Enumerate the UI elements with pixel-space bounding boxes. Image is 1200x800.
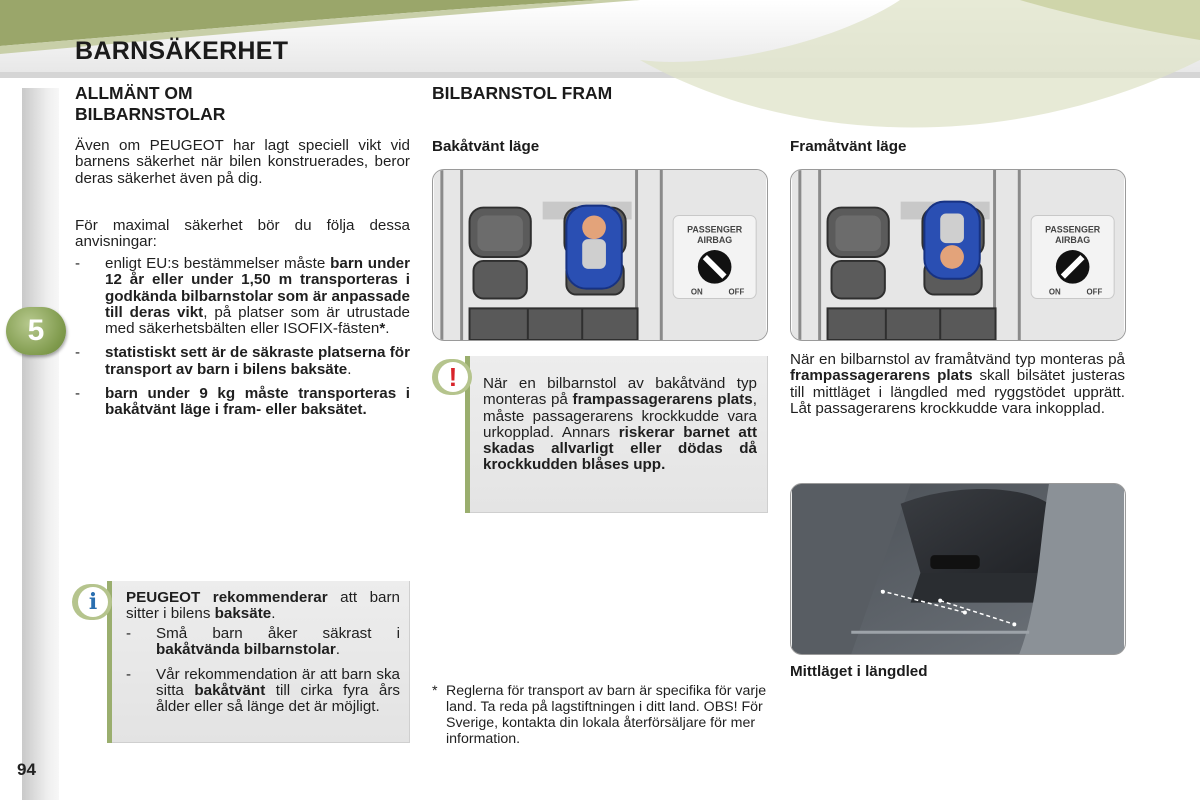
- bullet-text: enligt EU:s bestämmelser måste: [105, 255, 331, 272]
- warning-bold-2: riskerar barnet att skadas allvarligt eller dödas då krockkudden blåses upp.: [483, 423, 757, 474]
- info-lead-text: att barn sitter i bilens: [126, 589, 400, 623]
- info-lead-bold2: baksäte: [214, 605, 272, 623]
- child-seat-icon: [924, 202, 979, 279]
- airbag-label-line1: PASSENGER: [687, 224, 743, 235]
- instructions-intro: För maximal säkerhet bör du följa dessa anvisningar:: [75, 217, 410, 251]
- airbag-on-label: ON: [690, 287, 703, 297]
- sidebar-strip: [22, 88, 59, 800]
- info-item-text: Vår rekommendation är att barn ska sitta: [156, 665, 400, 699]
- list-item: [126, 626, 400, 659]
- heading-line-2: BILBARNSTOLAR: [75, 104, 226, 124]
- chapter-number: 5: [27, 314, 45, 347]
- warning-bold-1: frampassagerarens plats: [572, 391, 753, 409]
- bullet-bold: statistiskt sett är de säkraste platserna för transport av barn i bilens baksäte: [105, 344, 410, 378]
- bullet-text: .: [385, 320, 390, 338]
- intro-paragraph: Även om PEUGEOT har lagt speciell vikt vid barnens säkerhet när bilen konstruerades, beror deras säkerhet även på dig.: [75, 137, 410, 187]
- info-item-text: .: [335, 641, 341, 659]
- info-item-text: till cirka fyra års ålder eller så länge det är möjligt.: [156, 681, 401, 716]
- rear-facing-illustration: [432, 169, 768, 341]
- forward-text-bold: frampassagerarens plats: [790, 367, 973, 385]
- page-number: 94: [17, 760, 36, 779]
- list-item: [126, 667, 400, 716]
- seat-position-photo: [790, 483, 1126, 655]
- section-heading-front: BILBARNSTOL FRAM: [432, 83, 613, 103]
- footnote-marker: *: [379, 320, 386, 338]
- heading-line-1: ALLMÄNT OM: [75, 83, 193, 103]
- seat-control-icon: [930, 555, 979, 569]
- list-dash: -: [126, 665, 132, 683]
- footnote-text: Reglerna för transport av barn är specifika för varje land. Ta reda på lagstiftningen i ditt land. OBS! För Sverige, kontakta din lokala återförsäljare för mer information.: [446, 683, 767, 747]
- list-dash: -: [75, 255, 81, 272]
- list-dash: -: [126, 625, 132, 642]
- bullet-bold: barn under 12 år eller under 1,50 m transporteras i godkända bilbarnstolar som är anpassade till deras vikt: [105, 255, 410, 321]
- bullet-bold: barn under 9 kg måste transporteras i bakåtvänt läge i fram- eller baksätet.: [105, 385, 410, 419]
- driver-seat-icon: [470, 208, 531, 299]
- list-dash: -: [75, 385, 81, 403]
- page-title: BARNSÄKERHET: [75, 37, 289, 65]
- info-icon: i: [72, 584, 112, 620]
- forward-text-part: skall bilsätet justeras till mittläget i längdled med ryggstödet upprätt. Låt passagerarens krockkudde vara inkopplad.: [790, 367, 1126, 417]
- airbag-label-line1: PASSENGER: [1045, 224, 1101, 235]
- info-item-bold: bakåtvända bilbarnstolar: [156, 641, 336, 659]
- child-seat-icon: [566, 206, 621, 289]
- warning-icon: !: [432, 359, 472, 395]
- forward-facing-title: Framåtvänt läge: [790, 138, 907, 155]
- info-lead-end: .: [271, 605, 276, 623]
- airbag-label-line2: AIRBAG: [697, 235, 733, 246]
- airbag-switch-icon: [673, 215, 756, 298]
- instructions-list: [75, 256, 410, 427]
- decorative-swoosh: [600, 0, 1200, 160]
- info-item-bold: bakåtvänt: [194, 681, 266, 699]
- list-item: [75, 345, 410, 378]
- airbag-off-label: OFF: [728, 287, 745, 297]
- footnote: [432, 683, 772, 747]
- list-item: [75, 256, 410, 337]
- airbag-label-line2: AIRBAG: [1055, 235, 1091, 246]
- airbag-off-label: OFF: [1086, 287, 1103, 297]
- driver-seat-icon: [828, 208, 889, 299]
- airbag-on-label: ON: [1048, 287, 1061, 297]
- forward-facing-text: [790, 352, 1125, 417]
- info-item-text: Små barn åker säkrast i: [156, 625, 400, 642]
- bullet-text: , på platser som är utrustade med säkerhetsbälten eller ISOFIX-fästen: [105, 303, 410, 338]
- footnote-star: *: [432, 683, 438, 699]
- section-heading-general: [75, 83, 225, 125]
- list-item: [75, 386, 410, 419]
- warning-text-part: När en bilbarnstol av bakåtvänd typ monteras på: [483, 375, 757, 409]
- bullet-text: .: [347, 360, 352, 378]
- warning-text: [483, 376, 757, 474]
- photo-caption: Mittläget i längdled: [790, 663, 928, 680]
- info-lead-bold: PEUGEOT rekommenderar: [126, 589, 328, 606]
- chapter-tab[interactable]: [6, 307, 66, 355]
- list-dash: -: [75, 344, 81, 362]
- forward-facing-illustration: [790, 169, 1126, 341]
- airbag-switch-icon: [1031, 215, 1114, 298]
- forward-text-part: När en bilbarnstol av framåtvänd typ monteras på: [790, 351, 1125, 368]
- info-list: [126, 626, 400, 723]
- info-lead: [126, 590, 400, 623]
- warning-text-part: , måste passagerarens krockkudde vara urkopplad. Annars: [483, 391, 757, 441]
- rear-facing-title: Bakåtvänt läge: [432, 138, 540, 155]
